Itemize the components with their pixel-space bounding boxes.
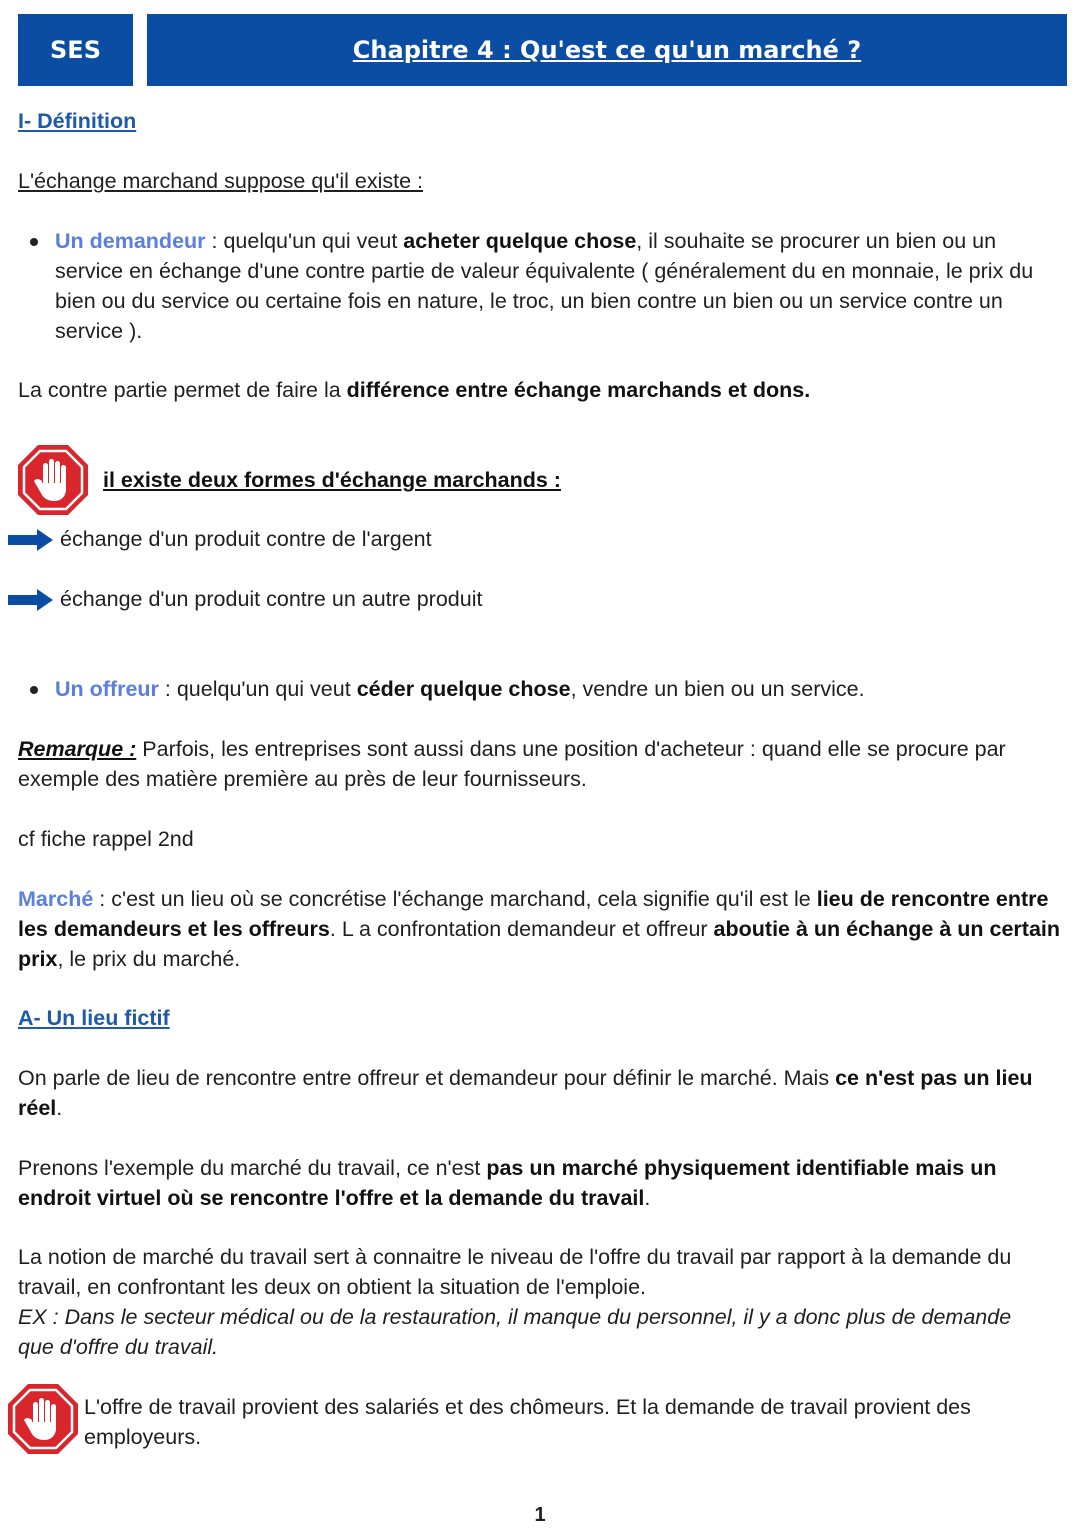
right-arrow-icon xyxy=(8,528,54,552)
text: : quelqu'un qui veut xyxy=(158,677,357,701)
paragraph-notion xyxy=(18,1242,1040,1362)
text: On parle de lieu de rencontre entre offreur et demandeur pour définir le marché. Mais xyxy=(18,1066,836,1090)
paragraph-marche-travail xyxy=(18,1153,1050,1213)
example-text: EX : Dans le secteur médical ou de la restauration, il manque du personnel, il y a donc plus de demande que d'offre du travail. xyxy=(18,1305,1012,1359)
text: La notion de marché du travail sert à connaitre le niveau de l'offre du travail par rapport à la demande du travail, en confrontant les deux on obtient la situation de l'emploie. xyxy=(18,1245,1012,1299)
bold-text: ce n'est pas un lieu réel xyxy=(18,1066,1033,1120)
bold-text: acheter quelque chose xyxy=(403,229,637,253)
text: Parfois, les entreprises sont aussi dans une position d'acheteur : quand elle se procure par exemple des matière première au près de leur fournisseurs. xyxy=(18,737,1006,791)
text: . xyxy=(56,1096,63,1120)
definition-offreur xyxy=(55,674,1062,704)
bold-text: différence entre échange marchands et dons. xyxy=(346,378,811,402)
text: Prenons l'exemple du marché du travail, ce n'est xyxy=(18,1156,487,1180)
subject-label: SES xyxy=(18,14,133,86)
contrepartie-text xyxy=(18,375,1062,405)
bold-text: pas un marché physiquement identifiable mais un endroit virtuel où se rencontre l'offre et la demande du travail xyxy=(18,1156,997,1210)
text: : c'est un lieu où se concrétise l'échange marchand, cela signifie qu'il est le xyxy=(93,887,817,911)
page-number: 1 xyxy=(534,1504,546,1526)
text: . xyxy=(644,1186,651,1210)
bold-text: lieu de rencontre entre les demandeurs et les offreurs xyxy=(18,887,1049,941)
text: La contre partie permet de faire la xyxy=(18,378,347,402)
text: . L a confrontation demandeur et offreur xyxy=(329,917,714,941)
text: , le prix du marché. xyxy=(57,947,241,971)
term-demandeur: Un demandeur xyxy=(55,229,206,253)
chapter-title: Chapitre 4 : Qu'est ce qu'un marché ? xyxy=(147,14,1067,86)
paragraph-lieu xyxy=(18,1063,1066,1123)
note-deux-formes xyxy=(103,465,1062,495)
bullet-icon xyxy=(30,238,38,246)
text: , vendre un bien ou un service. xyxy=(570,677,865,701)
intro-text: L'échange marchand suppose qu'il existe : xyxy=(18,169,424,193)
bold-text: il existe deux formes d'échange marchands : xyxy=(103,468,561,492)
section-title-definition: I- Définition xyxy=(18,109,137,133)
bold-text: aboutie à un échange à un certain prix xyxy=(18,917,1061,971)
form-item: échange d'un produit contre de l'argent xyxy=(60,527,432,551)
right-arrow-icon xyxy=(8,588,54,612)
remarque xyxy=(18,734,1066,794)
stop-hand-icon xyxy=(16,443,90,517)
bullet-icon xyxy=(30,686,38,694)
definition-demandeur xyxy=(55,226,1066,346)
section-title-lieu-fictif: A- Un lieu fictif xyxy=(18,1006,170,1030)
text: : quelqu'un qui veut xyxy=(205,229,404,253)
term-offreur: Un offreur xyxy=(55,677,159,701)
note-offre-travail: L'offre de travail provient des salariés et des chômeurs. Et la demande de travail provient des employeurs. xyxy=(84,1395,971,1449)
text: , il souhaite se procurer un bien ou un service en échange d'une contre partie de valeur équivalente ( généralement du en monnaie, le prix du bien ou du service ou certaine fois en nature, le troc, un bien contre un bien ou un service contre un service ). xyxy=(55,229,1034,343)
form-item: échange d'un produit contre un autre produit xyxy=(60,587,483,611)
term-marche: Marché xyxy=(18,887,94,911)
remarque-label: Remarque : xyxy=(18,737,137,761)
cf-fiche: cf fiche rappel 2nd xyxy=(18,827,194,851)
stop-hand-icon xyxy=(6,1382,80,1456)
bold-text: céder quelque chose xyxy=(356,677,571,701)
definition-marche xyxy=(18,884,1066,974)
